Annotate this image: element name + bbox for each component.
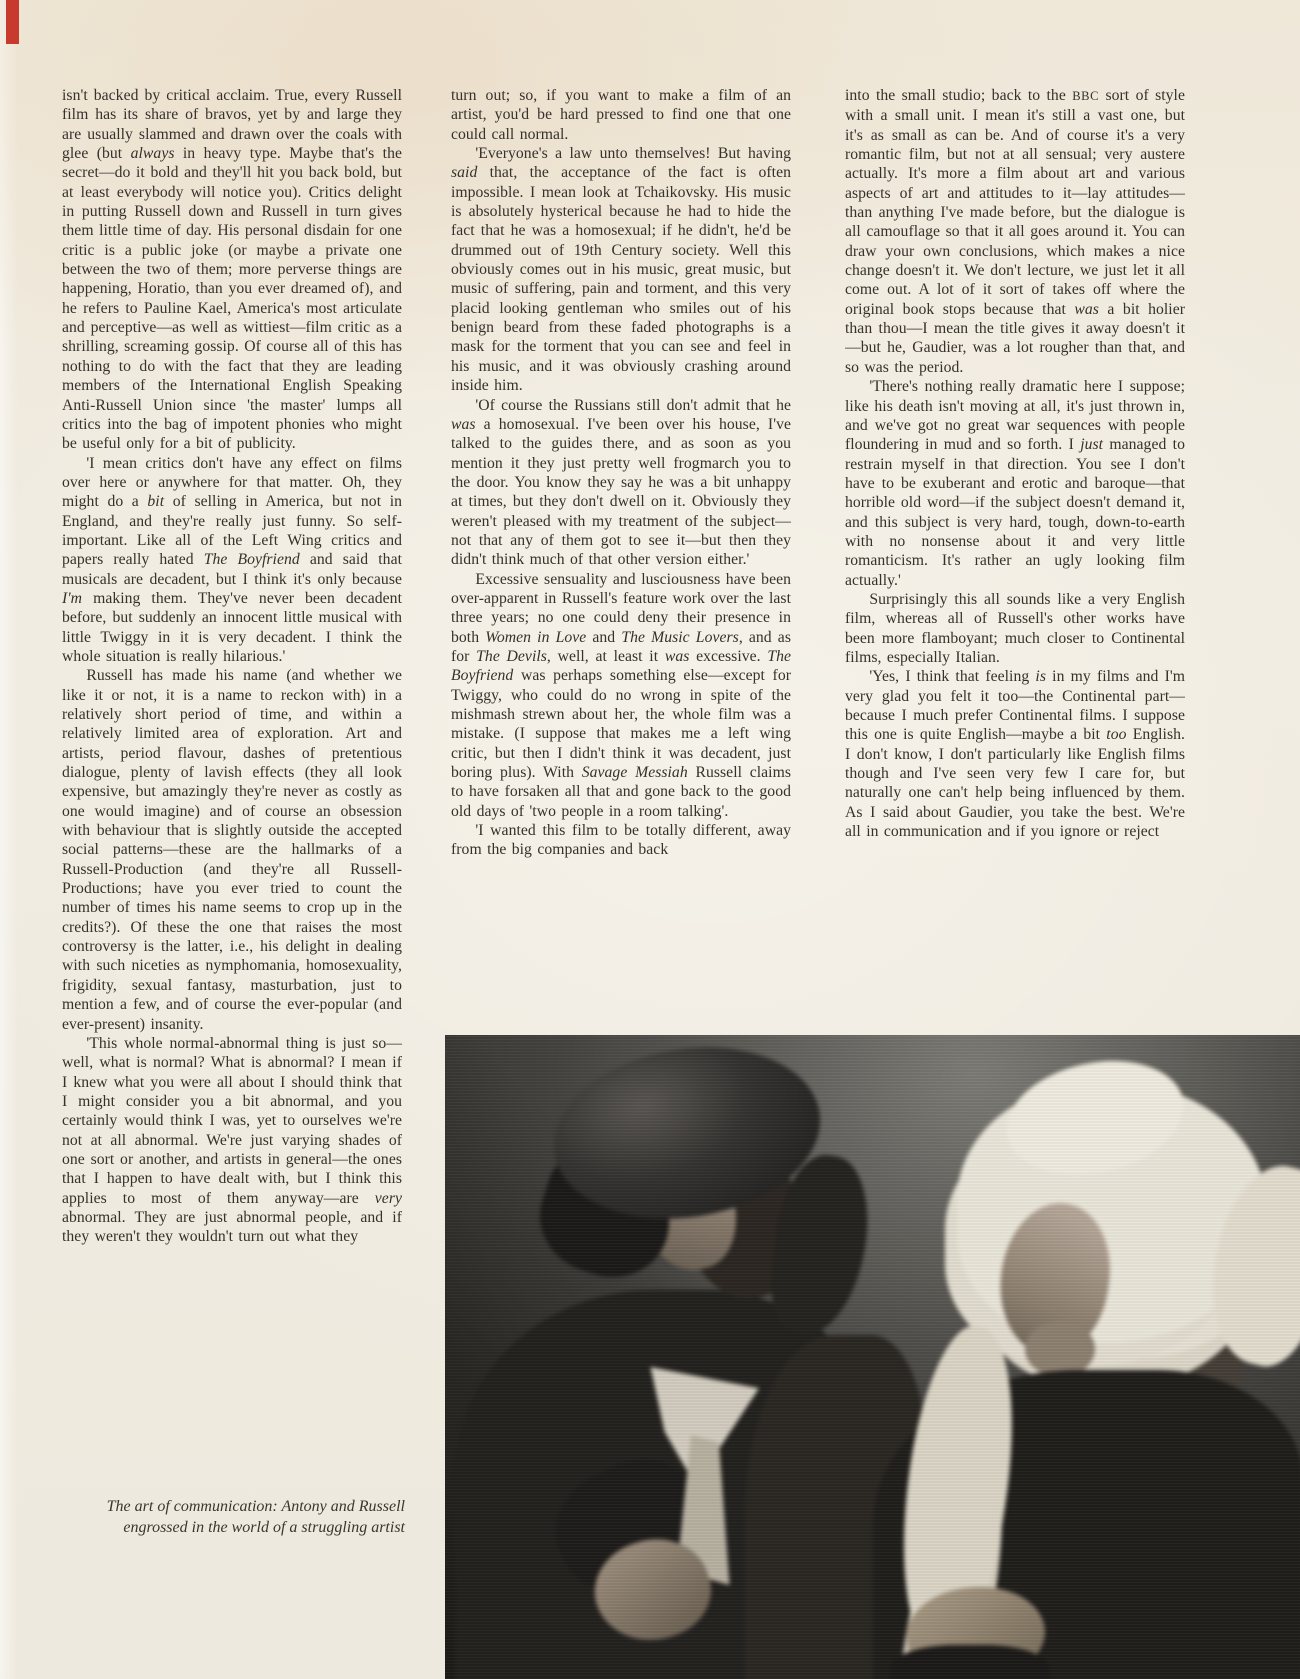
paragraph: 'I mean critics don't have any effect on films over here or anywhere for that matter. Oh, they might do a bit of selling in America, but not in England, and they're really just funny. So self-important. Like all of the Left Wing critics and papers really hated The Boyfriend and said that musicals are decadent, but I think it's only because I'm making them. They've never been decadent before, but suddenly an innocent little musical with little Twiggy in it is very decadent. I think the whole situation is really hilarious.': [62, 454, 402, 665]
paragraph: Russell has made his name (and whether we like it or not, it is a name to reckon with) in a relatively short period of time, and within a relatively limited area of exploration. Art and artists, period flavour, dashes of pretentious dialogue, plenty of lavish effects (they all look expensive, but amazingly they're never as costly as one would imagine) and of course an obsession with behaviour that is slightly outside the accepted social patterns—these are the hallmarks of a Russell-Production (and they're all Russell-Productions; have you ever tried to count the number of times his name seems to crop up in the credits?). Of these the one that raises the most controversy is the latter, i.e., his delight in dealing with such niceties as nymphomania, homosexuality, frigidity, sexual fantasy, masturbation, just to mention a few, and of course the ever-popular (and ever-present) insanity.: [62, 667, 402, 1033]
paragraph: Surprisingly this all sounds like a very English film, whereas all of Russell's other works have been more flamboyant; much closer to Continental films, especially Italian.: [845, 590, 1185, 666]
paragraph: 'This whole normal-abnormal thing is just so—well, what is normal? What is abnormal? I mean if I knew what you were all about I should think that I might consider you a bit abnormal, and you certainly would think I was, yet to ourselves we're not at all abnormal. We're just varying shades of one sort or another, and artists in general—the ones that I happen to have dealt with, but I think this applies to most of them anyway—are very abnormal. They are just abnormal people, and if they weren't they wouldn't turn out what they: [62, 1034, 402, 1246]
paragraph: 'Of course the Russians still don't admit that he was a homosexual. I've been over his house, I've talked to the guides there, and as soon as you mention it they just pretty well frogmarch you to the door. You know they say he was a bit unhappy at times, but they don't dwell on it. Obviously they weren't pleased with my treatment of the subject—not that any of them got to see it—but then they didn't think much of that other version either.': [451, 396, 791, 569]
red-registration-mark: [6, 0, 19, 44]
paragraph: 'There's nothing really dramatic here I suppose; like his death isn't moving at all, it's just thrown in, and we've got no great war sequences with people floundering in mud and so forth. I just managed to restrain myself in that direction. You see I don't have to be exuberant and erotic and baroque—that horrible old word—if the subject doesn't demand it, and this subject is very hard, tough, down-to-earth with no nonsense about it and very little romanticism. It's rather an ugly looking film actually.': [845, 378, 1185, 589]
article-column-2: [451, 86, 791, 860]
photo-right-figure-chin-shadow: [1025, 1321, 1095, 1377]
paragraph: 'I wanted this film to be totally different, away from the big companies and back: [451, 822, 791, 859]
photo: [445, 1035, 1300, 1679]
article-column-3: [845, 86, 1185, 841]
photo-caption: The art of communication: Antony and Russell engrossed in the world of a struggling artist: [106, 1498, 405, 1536]
paragraph: into the small studio; back to the BBC sort of style with a small unit. I mean it's still a vast one, but it's as small as can be. And of course it's a very romantic film, but not at all sensual; very austere actually. It's more a film about art and various aspects of art and attitudes to it—lay attitudes—than anything I've made before, but the dialogue is all camouflage so that it all goes around it. You can draw your own conclusions, which makes a nice change doesn't it. We don't lecture, we just let it all come out. A lot of it sort of takes off where the original book stops because that was a bit holier than thou—I mean the title gives it away doesn't it—but he, Gaudier, was a lot rougher than that, and so was the period.: [845, 87, 1185, 376]
paragraph: 'Everyone's a law unto themselves! But having said that, the acceptance of the fact is often impossible. I mean look at Tchaikovsky. His music is absolutely hysterical because he had to hide the fact that he was a homosexual; if he didn't, he'd be drummed out of 19th Century society. Well this obviously comes out in his music, great music, but music of suffering, pain and torment, and this very placid looking gentleman who smiles out of his benign beard from these faded photographs is a mask for the torment that you can see and feel in his music, and it was obviously crashing around inside him.: [451, 145, 791, 395]
paragraph: isn't backed by critical acclaim. True, every Russell film has its share of bravos, yet by and large they are usually slammed and drawn over the coals with glee (but always in heavy type. Maybe that's the secret—do it bold and they'll hit you back bold, but at least everybody will notice you). Critics delight in putting Russell down and Russell in turn gives them little time of day. His personal disdain for one critic is a public joke (or maybe a private one between the two of them; more perverse things are happening, Horatio, than you ever dreamed of), and he refers to Pauline Kael, America's most articulate and perceptive—as well as wittiest—film critic as a shrilling, screaming gossip. Of course all of this has nothing to do with the fact that they are leading members of the International English Speaking Anti-Russell Union since 'the master' lumps all critics into the bag of impotent phonies who might be useful only for a bit of publicity.: [62, 87, 402, 453]
photo-right-figure-cuff: [890, 1645, 1050, 1679]
article-column-1: [62, 86, 402, 1247]
paragraph: Excessive sensuality and lusciousness have been over-apparent in Russell's feature work over the last three years; no one could deny their presence in both Women in Love and The Music Lovers, and as for The Devils, well, at least it was excessive. The Boyfriend was perhaps something else—except for Twiggy, who could do no wrong in spite of the mishmash strewn about her, the whole film was a mistake. (I suppose that makes me a left wing critic, but then I didn't think it was decadent, just boring plus). With Savage Messiah Russell claims to have forsaken all that and gone back to the good old days of 'two people in a room talking'.: [451, 570, 791, 820]
paragraph: 'Yes, I think that feeling is in my films and I'm very glad you felt it too—the Continental part—because I much prefer Continental films. I suppose this one is quite English—maybe a bit too English. I don't know, I don't particularly like English films though and I've seen very few I care for, but naturally one can't help being influenced by them. As I said about Gaudier, you take the best. We're all in communication and if you ignore or reject: [845, 668, 1185, 841]
paragraph: turn out; so, if you want to make a film of an artist, you'd be hard pressed to find one that one could call normal.: [451, 87, 791, 143]
